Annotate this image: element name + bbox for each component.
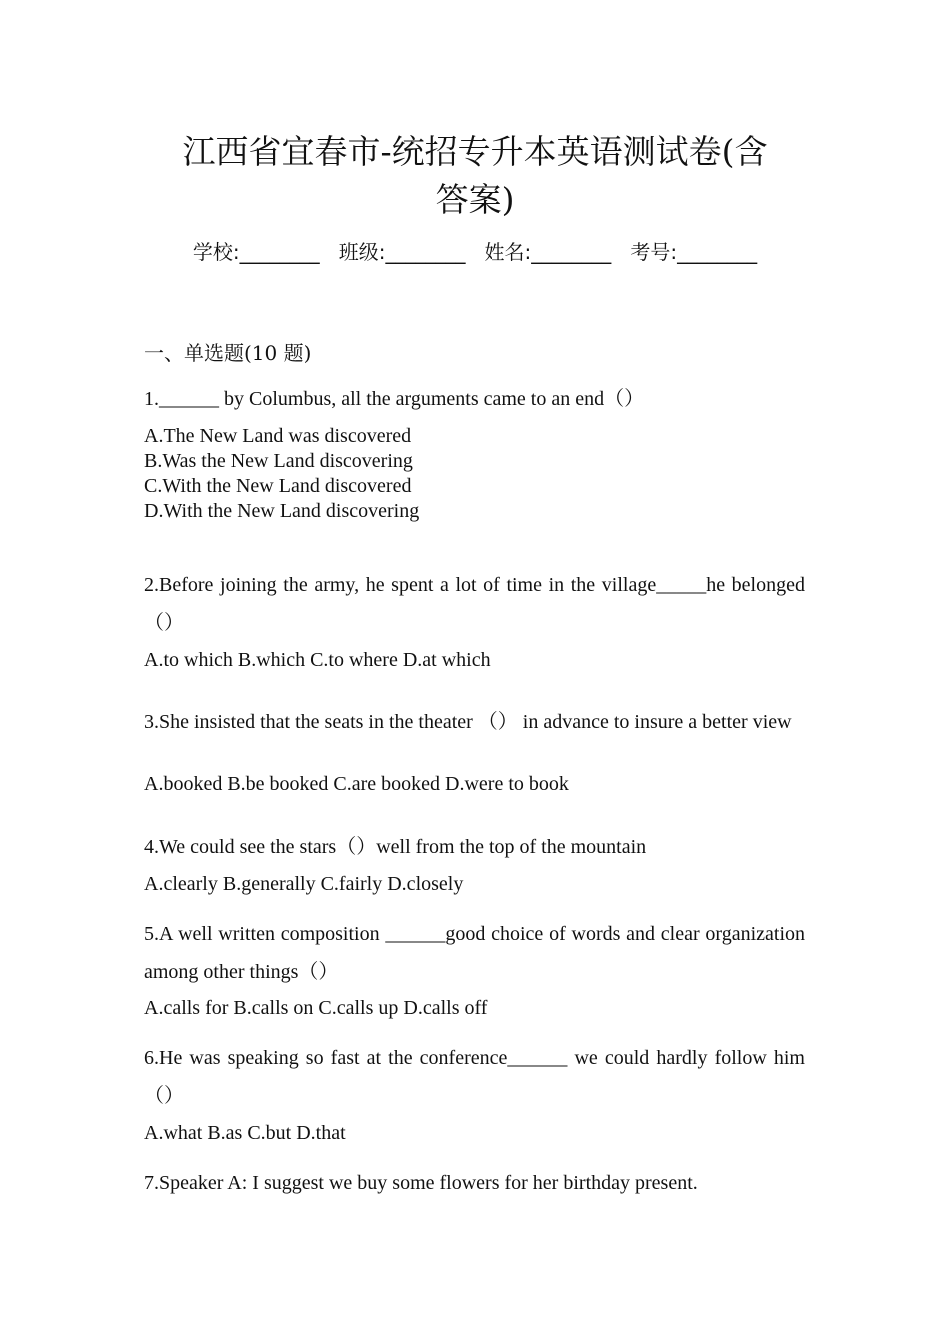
question-2-stem: 2.Before joining the army, he spent a lot of time in the village_____he belonged（） [144, 574, 805, 634]
question-7-stem: 7.Speaker A: I suggest we buy some flowers for her birthday present. [144, 1172, 698, 1194]
title-line-2: 答案) [435, 180, 515, 219]
name-field: 姓名:________ [484, 240, 612, 264]
exam-number-field: 考号:________ [630, 240, 758, 264]
question-3-options: A.booked B.be booked C.are booked D.were to book [144, 773, 569, 795]
question-2-options: A.to which B.which C.to where D.at which [144, 649, 491, 671]
document-title [145, 128, 805, 224]
question-3-stem: 3.She insisted that the seats in the theater （） in advance to insure a better view [144, 711, 792, 733]
question-6-stem: 6.He was speaking so fast at the conference______ we could hardly follow him（） [144, 1047, 805, 1107]
question-4-options: A.clearly B.generally C.fairly D.closely [144, 873, 464, 895]
question-4-stem: 4.We could see the stars（）well from the top of the mountain [144, 836, 647, 858]
question-1-stem: 1.______ by Columbus, all the arguments came to an end（） [144, 388, 645, 410]
school-field: 学校:________ [192, 240, 320, 264]
question-1-option-b: B.Was the New Land discovering [144, 450, 413, 472]
section-heading: 一、单选题(10 题) [144, 341, 312, 365]
title-line-1: 江西省宜春市-统招专升本英语测试卷(含 [182, 132, 768, 171]
student-info-line [0, 236, 950, 265]
question-1-option-c: C.With the New Land discovered [144, 475, 412, 497]
question-1-option-d: D.With the New Land discovering [144, 500, 420, 522]
question-6-options: A.what B.as C.but D.that [144, 1122, 346, 1144]
question-5-options: A.calls for B.calls on C.calls up D.calls off [144, 997, 488, 1019]
question-1-option-a: A.The New Land was discovered [144, 425, 412, 447]
class-field: 班级:________ [338, 240, 466, 264]
question-5-stem: 5.A well written composition ______good choice of words and clear organization among other things（） [144, 923, 805, 983]
